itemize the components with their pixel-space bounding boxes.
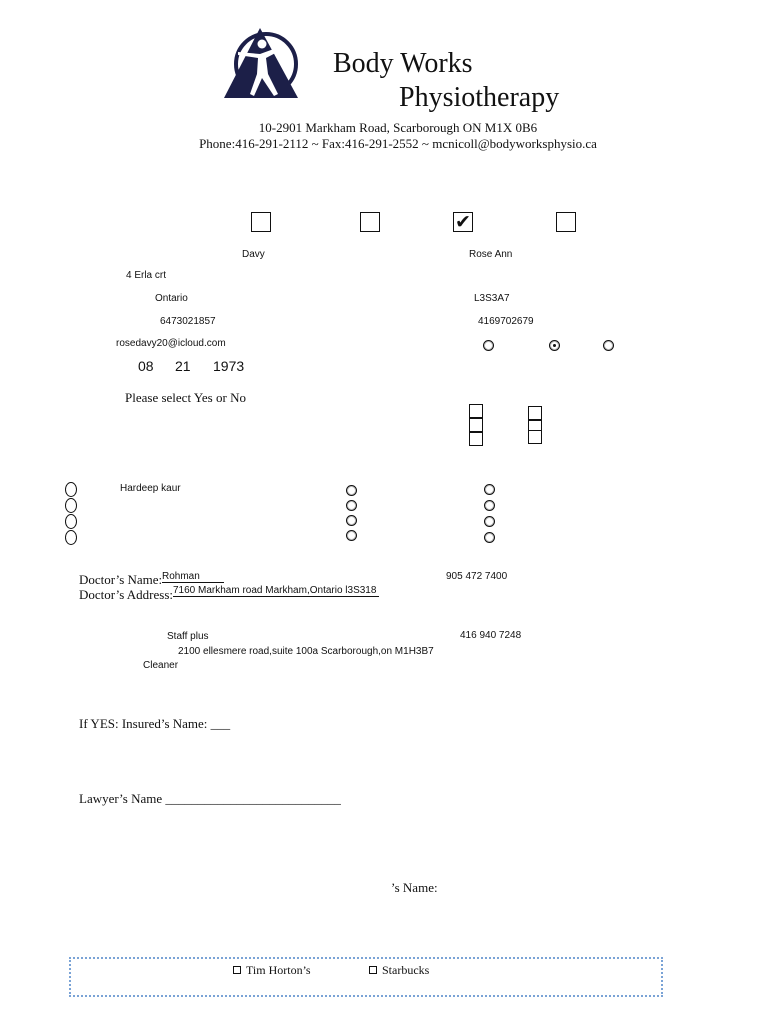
lawyer-name-label: Lawyer’s Name ___________________________ [79,791,341,806]
title-checkbox-3[interactable] [453,212,473,232]
street-address-value[interactable]: 4 Erla crt [126,270,167,281]
yes-no-prompt: Please select Yes or No [125,390,246,405]
employer-name-value[interactable]: Staff plus [167,631,209,642]
title-checkbox-2[interactable] [360,212,380,232]
dob-day[interactable]: 21 [175,358,191,374]
doctor-address-label: Doctor’s Address: [79,587,174,602]
first-name-value[interactable]: Rose Ann [469,249,513,260]
group2-radio-4[interactable] [346,530,357,541]
yes-no-box-a3[interactable] [469,432,483,446]
clinic-address: 10-2901 Markham Road, Scarborough ON M1X 0B6 [258,120,538,135]
dob-year[interactable]: 1973 [213,358,245,374]
employer-address-value[interactable]: 2100 ellesmere road,suite 100a Scarborough,on M1H3B7 [178,646,434,657]
dob-month[interactable]: 08 [138,358,154,374]
clinic-contact: Phone:416-291-2112 ~ Fax:416-291-2552 ~ mcnicoll@bodyworksphysio.ca [199,136,597,151]
province-value[interactable]: Ontario [155,293,188,304]
doctor-name-value[interactable]: Rohman [162,571,224,583]
gender-radio-3[interactable] [603,340,614,351]
option-starbucks-label: Starbucks [382,963,430,977]
group2-radio-2[interactable] [346,500,357,511]
group3-radio-3[interactable] [484,516,495,527]
occupation-value[interactable]: Cleaner [143,660,179,671]
gender-radio-1[interactable] [483,340,494,351]
group3-radio-2[interactable] [484,500,495,511]
option-starbucks[interactable] [369,963,429,978]
employer-phone-value[interactable]: 416 940 7248 [460,630,522,641]
figure-triangle-circle-logo [220,26,302,102]
brand-name-line1: Body Works [333,48,473,79]
yes-no-box-b1[interactable] [528,406,542,420]
checkbox-icon[interactable] [369,966,377,974]
insured-name-label: If YES: Insured’s Name: ___ [79,716,231,731]
email-value[interactable]: rosedavy20@icloud.com [116,338,226,349]
referral-radio-1[interactable] [65,482,77,497]
cell-phone-value[interactable]: 4169702679 [478,316,534,327]
postal-code-value[interactable]: L3S3A7 [474,293,510,304]
yes-no-box-a1[interactable] [469,404,483,418]
yes-no-box-a2[interactable] [469,418,483,432]
option-tim-hortons[interactable] [233,963,311,978]
option-tim-hortons-label: Tim Horton’s [246,963,311,977]
referral-radio-4[interactable] [65,530,77,545]
referral-name-value[interactable]: Hardeep kaur [120,483,181,494]
title-checkbox-1[interactable] [251,212,271,232]
group2-radio-3[interactable] [346,515,357,526]
gender-radio-2[interactable] [549,340,560,351]
referral-radio-2[interactable] [65,498,77,513]
home-phone-value[interactable]: 6473021857 [160,316,216,327]
possessive-name-label: ’s Name: [391,880,438,895]
group3-radio-1[interactable] [484,484,495,495]
group3-radio-4[interactable] [484,532,495,543]
doctor-address-value[interactable]: 7160 Markham road Markham,Ontario l3S318 [173,585,379,597]
brand-name-line2: Physiotherapy [399,82,560,113]
yes-no-box-b3[interactable] [528,430,542,444]
checkbox-icon[interactable] [233,966,241,974]
title-checkbox-4[interactable] [556,212,576,232]
checkmark-icon: ✔ [455,211,471,233]
referral-radio-3[interactable] [65,514,77,529]
doctor-name-label: Doctor’s Name: [79,572,163,587]
last-name-value[interactable]: Davy [242,249,265,260]
footer-options-box [69,957,663,997]
doctor-phone-value[interactable]: 905 472 7400 [446,571,508,582]
group2-radio-1[interactable] [346,485,357,496]
